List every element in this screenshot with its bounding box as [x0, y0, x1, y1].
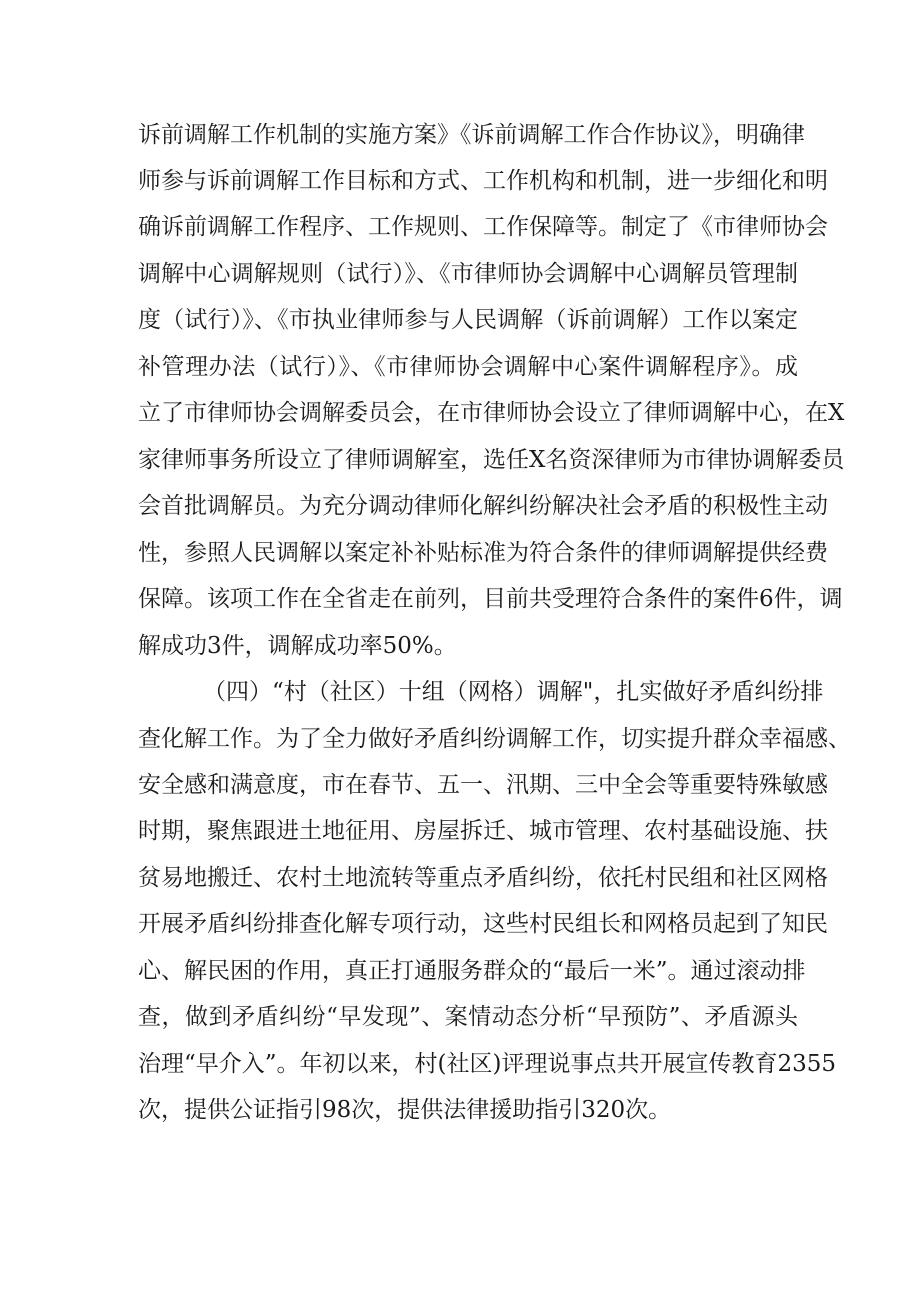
text-line: 查，做到矛盾纠纷“早发现”、案情动态分析“早预防”、矛盾源头: [138, 1004, 798, 1030]
text-line: 保障。该项工作在全省走在前列，目前共受理符合条件的案件6件，调: [138, 586, 843, 612]
text-line: 治理“早介入”。年初以来，村(社区)评理说事点共开展宣传教育2355: [138, 1051, 836, 1077]
text-line: 家律师事务所设立了律师调解室，选任X名资深律师为市律协调解委员: [138, 447, 845, 473]
text-line: 调解中心调解规则（试行）》、《市律师协会调解中心调解员管理制: [138, 261, 798, 287]
text-line: 诉前调解工作机制的实施方案》《诉前调解工作合作协议》，明确律: [138, 122, 805, 148]
text-line: 查化解工作。为了全力做好矛盾纠纷调解工作，切实提升群众幸福感、: [138, 726, 851, 752]
text-line: 立了市律师协会调解委员会，在市律师协会设立了律师调解中心，在X: [138, 400, 845, 426]
text-line: 开展矛盾纠纷排查化解专项行动，这些村民组长和网格员起到了知民: [138, 911, 828, 937]
text-line: 时期，聚焦跟进土地征用、房屋拆迁、城市管理、农村基础设施、扶: [138, 818, 828, 844]
text-line: 确诉前调解工作程序、工作规则、工作保障等。制定了《市律师协会: [138, 214, 828, 240]
text-line: 师参与诉前调解工作目标和方式、工作机构和机制，进一步细化和明: [138, 168, 828, 194]
text-line: 次，提供公证指引98次，提供法律援助指引320次。: [138, 1097, 672, 1123]
text-line: 性，参照人民调解以案定补补贴标准为符合条件的律师调解提供经费: [138, 540, 828, 566]
text-line: 解成功3件，调解成功率50%。: [138, 633, 457, 659]
text-line: 度（试行）》、《市执业律师参与人民调解（诉前调解）工作以案定: [138, 307, 798, 333]
text-line: 补管理办法（试行）》、《市律师协会调解中心案件调解程序》。成: [138, 354, 798, 380]
section-heading-line: （四）“村（社区）十组（网格）调解"，扎实做好矛盾纠纷排: [203, 679, 824, 705]
text-line: 安全感和满意度，市在春节、五一、汛期、三中全会等重要特殊敏感: [138, 772, 828, 798]
text-line: 心、解民困的作用，真正打通服务群众的“最后一米”。通过滚动排: [138, 958, 806, 984]
text-line: 会首批调解员。为充分调动律师化解纠纷解决社会矛盾的积极性主动: [138, 493, 828, 519]
text-line: 贫易地搬迁、农村土地流转等重点矛盾纠纷，依托村民组和社区网格: [138, 865, 828, 891]
